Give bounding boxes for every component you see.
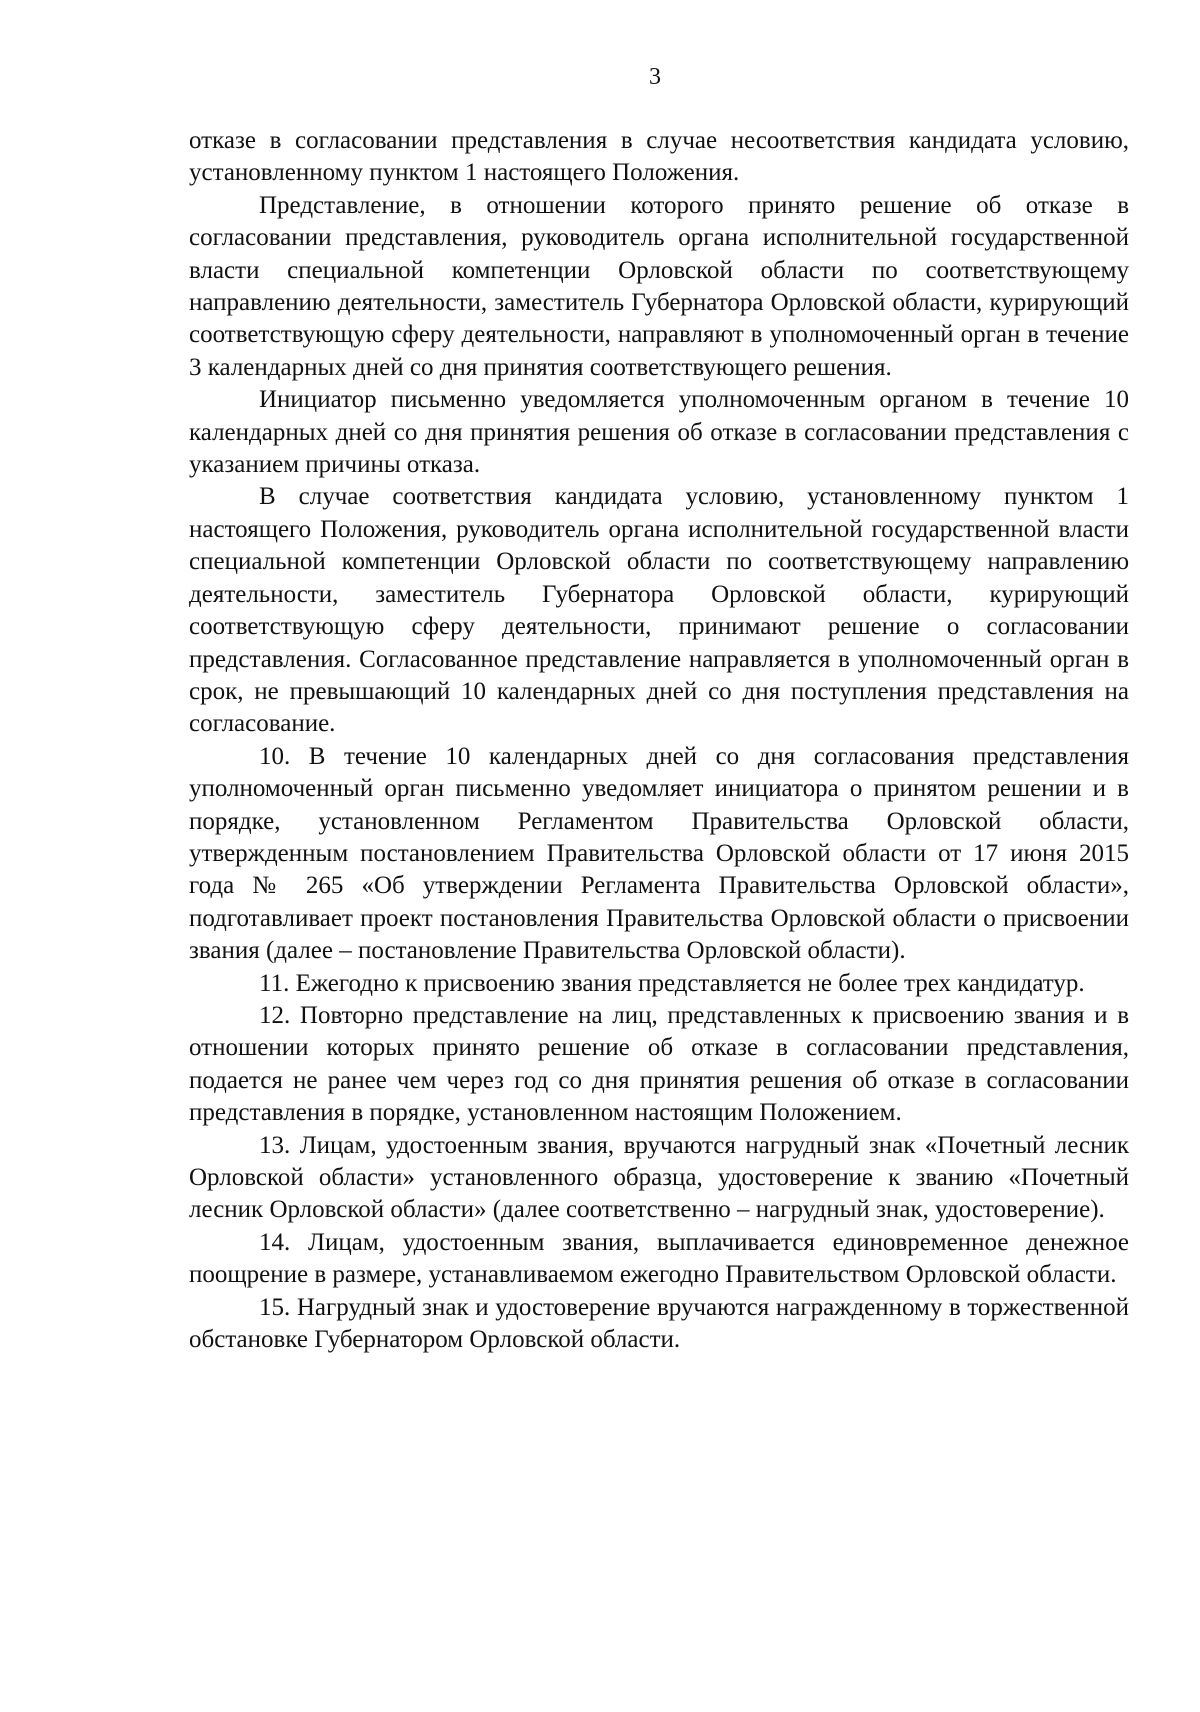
page-number: 3 [649,64,661,90]
paragraph-item-10: 10. В течение 10 календарных дней со дня согласования представления уполномоченный орган письменно уведомляет инициатора о принятом решении и в порядке, установленном Регламентом Правительства Орловской области, утвержденным постановлением Правительства Орловской области от 17 июня 2015 года № 265 «Об утверждении Регламента Правительства Орловской области», подготавливает проект постановления Правительства Орловской области о присвоении звания (далее – постановление Правительства Орловской области). [189,742,1129,965]
paragraph-item-12: 12. Повторно представление на лиц, представленных к присвоению звания и в отношении которых принято решение об отказе в согласовании представления, подается не ранее чем через год со дня принятия решения об отказе в согласовании представления в порядке, установленном настоящим Положением. [189,1001,1129,1127]
paragraph-candidate-approval: В случае соответствия кандидата условию, установленному пунктом 1 настоящего Положения, руководитель органа исполнительной государственной власти специальной компетенции Орловской области по соответствующему направлению деятельности, заместитель Губернатора Орловской области, курирующий соответствующую сферу деятельности, принимают решение о согласовании представления. Согласованное представление направляется в уполномоченный орган в срок, не превышающий 10 календарных дней со дня поступления представления на согласование. [189,483,1129,738]
paragraph-item-14: 14. Лицам, удостоенным звания, выплачивается единовременное денежное поощрение в размере, устанавливаемом ежегодно Правительством Орловской области. [189,1228,1129,1289]
paragraph-continuation: отказе в согласовании представления в случае несоответствия кандидата условию, установленному пунктом 1 настоящего Положения. [189,127,1129,187]
paragraph-item-13: 13. Лицам, удостоенным звания, вручаются нагрудный знак «Почетный лесник Орловской области» установленного образца, удостоверение к званию «Почетный лесник Орловской области» (далее соответственно – нагрудный знак, удостоверение). [189,1131,1129,1224]
paragraph-representation-refusal: Представление, в отношении которого принято решение об отказе в согласовании представления, руководитель органа исполнительной государственной власти специальной компетенции Орловской области по соответствующему направлению деятельности, заместитель Губернатора Орловской области, курирующий соответствующую сферу деятельности, направляют в уполномоченный орган в течение 3 календарных дней со дня принятия соответствующего решения. [189,191,1129,381]
paragraph-item-15: 15. Нагрудный знак и удостоверение вручаются награжденному в торжественной обстановке Губернатором Орловской области. [189,1293,1129,1354]
paragraph-item-11: 11. Ежегодно к присвоению звания представляется не более трех кандидатур. [259,969,1085,997]
paragraph-initiator-notice: Инициатор письменно уведомляется уполномоченным органом в течение 10 календарных дней со дня принятия решения об отказе в согласовании представления с указанием причины отказа. [189,386,1129,479]
document-body [189,125,1129,1356]
